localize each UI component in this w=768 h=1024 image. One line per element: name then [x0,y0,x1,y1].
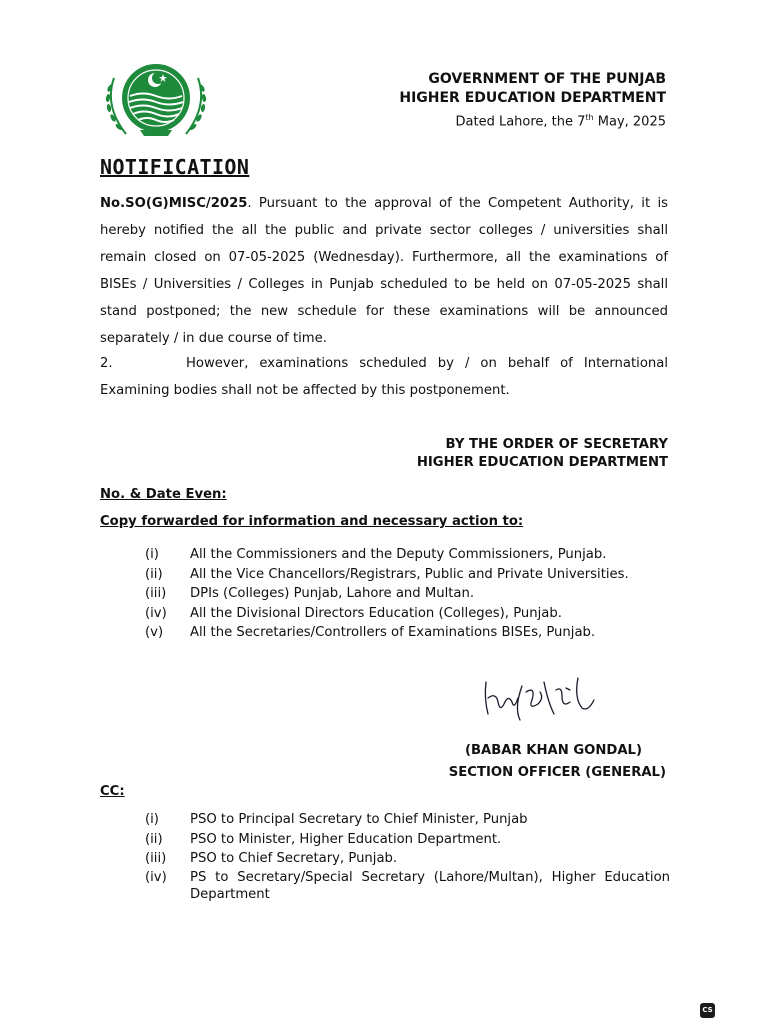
notification-paragraph-2 [100,350,668,404]
list-item [145,830,670,850]
date-suffix: May, 2025 [593,114,666,130]
list-item [145,623,670,643]
list-item-text: DPIs (Colleges) Punjab, Lahore and Multan. [190,586,475,602]
list-item [145,584,670,604]
list-item-number: (i) [145,547,159,562]
list-item-text: PSO to Minister, Higher Education Department. [190,831,502,847]
scanner-badge-icon: CS [700,1003,715,1018]
list-item-text: All the Secretaries/Controllers of Examinations BISEs, Punjab. [190,625,596,641]
letterhead [330,70,666,131]
by-order-block [360,436,668,472]
cc-list [145,810,670,903]
no-date-even-heading: No. & Date Even: [100,487,227,502]
dated-line [330,108,666,131]
by-order-line-2: HIGHER EDUCATION DEPARTMENT [416,455,668,470]
list-item-number: (v) [145,625,164,641]
list-item-number: (ii) [145,831,163,847]
handwritten-signature [478,668,608,726]
date-superscript: th [585,113,594,122]
list-item [145,849,670,869]
list-item [145,545,670,565]
reference-number: No.SO(G)MISC/2025 [100,196,248,211]
officer-name: (BABAR KHAN GONDAL) [464,743,642,758]
paragraph-2-text: However, examinations scheduled by / on behalf of International Examining bodies shall not be affected by this postponement. [100,356,668,398]
list-item [145,565,670,585]
by-order-line-1: BY THE ORDER OF SECRETARY [445,437,668,452]
list-item-number: (iv) [145,869,167,885]
list-item-text: All the Vice Chancellors/Registrars, Public and Private Universities. [190,566,629,582]
list-item-text: All the Commissioners and the Deputy Commissioners, Punjab. [190,547,607,562]
paragraph-1-text: . Pursuant to the approval of the Competent Authority, it is hereby notified the all the public and private sector colleges / universities shall remain closed on 07-05-2025 (Wednesday). Furthermore, all the examinations of BISEs / Universities / Colleges in Punjab scheduled to be held on 07-05-2025 shall stand postponed; the new schedule for these examinations will be announced separately / in due course of time. [100,196,668,346]
signing-officer [400,740,666,784]
paragraph-2-number: 2. [100,356,113,371]
officer-designation: SECTION OFFICER (GENERAL) [448,765,666,780]
cc-heading: CC: [100,784,125,799]
notification-paragraph-1 [100,190,668,352]
list-item-number: (i) [145,812,159,827]
list-item-number: (iii) [145,586,167,602]
list-item-number: (iii) [145,851,167,867]
copy-forwarded-heading: Copy forwarded for information and necessary action to: [100,514,524,529]
notification-title: NOTIFICATION [100,155,250,179]
list-item [145,604,670,624]
list-item-number: (ii) [145,566,163,582]
list-item-text: PS to Secretary/Special Secretary (Lahore/Multan), Higher Education Department [190,869,670,902]
date-prefix: Dated Lahore, the 7 [455,114,586,130]
list-item-text: All the Divisional Directors Education (Colleges), Punjab. [190,605,562,621]
list-item-number: (iv) [145,605,167,621]
department-title: HIGHER EDUCATION DEPARTMENT [399,90,666,106]
list-item [145,810,670,830]
government-title: GOVERNMENT OF THE PUNJAB [428,71,666,87]
list-item-text: PSO to Chief Secretary, Punjab. [190,851,398,867]
list-item-text: PSO to Principal Secretary to Chief Minister, Punjab [190,812,528,827]
punjab-emblem-logo [100,58,212,140]
distribution-list [145,545,670,643]
list-item [145,869,670,903]
